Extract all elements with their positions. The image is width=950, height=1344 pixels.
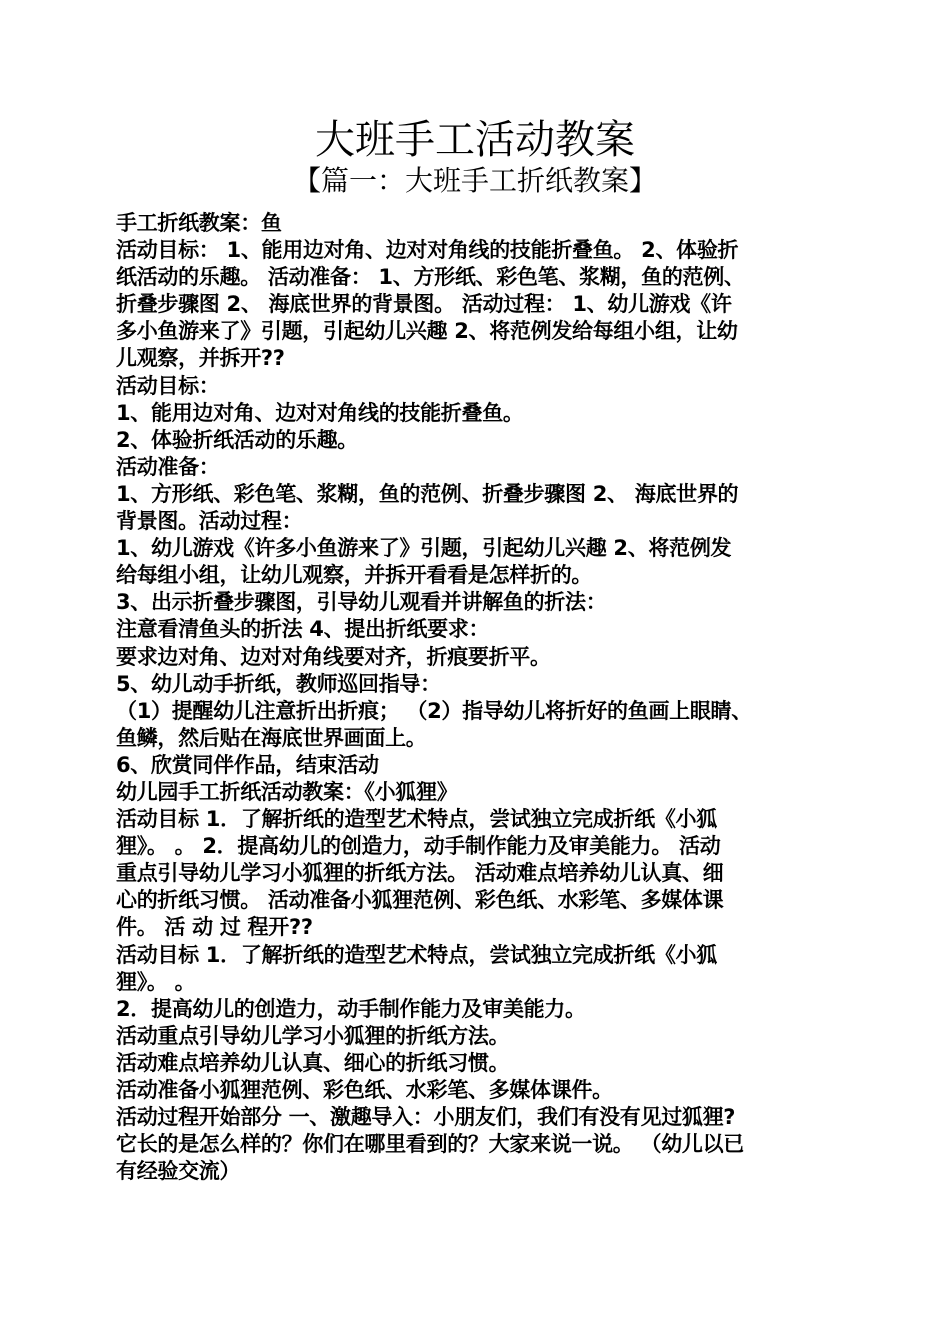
- text-line: 活动过程开始部分 一、激趣导入：小朋友们，我们有没有见过狐狸?: [116, 1105, 736, 1130]
- text-line: 活动难点培养幼儿认真、细心的折纸习惯。: [116, 1050, 510, 1075]
- text-line: 多小鱼游来了》引题，引起幼儿兴趣 2、将范例发给每组小组，让幼: [116, 319, 738, 344]
- text-line: 幼儿园手工折纸活动教案：《小狐狸》: [116, 779, 458, 804]
- text-line: 折叠步骤图 2、 海底世界的背景图。 活动过程： 1、幼儿游戏《许: [116, 292, 732, 317]
- text-line: 注意看清鱼头的折法 4、提出折纸要求：: [116, 617, 490, 642]
- text-line: 背景图。活动过程：: [116, 509, 303, 534]
- text-line: 重点引导幼儿学习小狐狸的折纸方法。 活动难点培养幼儿认真、细: [116, 861, 724, 886]
- text-line: 5、幼儿动手折纸，教师巡回指导：: [116, 671, 441, 696]
- text-line: 狸》。 。 2．提高幼儿的创造力，动手制作能力及审美能力。 活动: [116, 834, 721, 859]
- text-line: 有经验交流）: [116, 1159, 241, 1184]
- document-subtitle: 【篇一：大班手工折纸教案】: [292, 164, 657, 197]
- text-line: 活动重点引导幼儿学习小狐狸的折纸方法。: [116, 1023, 510, 1048]
- text-line: 活动目标 1．了解折纸的造型艺术特点，尝试独立完成折纸《小狐: [116, 807, 717, 832]
- text-line: 1、方形纸、彩色笔、浆糊，鱼的范例、折叠步骤图 2、 海底世界的: [116, 481, 739, 506]
- text-line: 2．提高幼儿的创造力，动手制作能力及审美能力。: [116, 996, 586, 1021]
- text-line: 活动准备小狐狸范例、彩色纸、水彩笔、多媒体课件。: [116, 1078, 613, 1102]
- text-line: （1）提醒幼儿注意折出折痕； （2）指导幼儿将折好的鱼画上眼睛、: [116, 698, 752, 723]
- text-line: 鱼鳞，然后贴在海底世界画面上。: [116, 725, 427, 750]
- text-line: 狸》。 。: [116, 969, 196, 994]
- text-line: 活动准备：: [116, 454, 220, 479]
- text-line: 纸活动的乐趣。 活动准备： 1、方形纸、彩色笔、浆糊，鱼的范例、: [116, 265, 745, 290]
- document-title: 大班手工活动教案: [315, 117, 635, 163]
- document-body: [116, 210, 838, 1185]
- text-line: 给每组小组，让幼儿观察，并拆开看看是怎样折的。: [116, 563, 593, 588]
- text-line: 6、欣赏同伴作品，结束活动: [116, 752, 379, 777]
- text-line: 3、出示折叠步骤图，引导幼儿观看并讲解鱼的折法：: [116, 590, 607, 615]
- text-line: 儿观察，并拆开??: [116, 346, 285, 371]
- text-line: 要求边对角、边对对角线要对齐，折痕要折平。: [116, 644, 551, 669]
- text-line: 它长的是怎么样的？你们在哪里看到的？大家来说一说。 （幼儿以已: [116, 1132, 745, 1157]
- text-line: 1、能用边对角、边对对角线的技能折叠鱼。: [116, 400, 524, 425]
- text-line: 手工折纸教案：鱼: [116, 211, 282, 235]
- text-line: 活动目标：: [116, 373, 220, 398]
- text-line: 活动目标 1．了解折纸的造型艺术特点，尝试独立完成折纸《小狐: [116, 942, 717, 967]
- text-line: 心的折纸习惯。 活动准备小狐狸范例、彩色纸、水彩笔、多媒体课: [116, 888, 724, 913]
- text-line: 件。 活 动 过 程开??: [116, 915, 313, 940]
- text-line: 2、体验折纸活动的乐趣。: [116, 427, 359, 452]
- text-line: 1、幼儿游戏《许多小鱼游来了》引题，引起幼儿兴趣 2、将范例发: [116, 536, 732, 561]
- text-line: 活动目标： 1、能用边对角、边对对角线的技能折叠鱼。 2、体验折: [116, 238, 739, 263]
